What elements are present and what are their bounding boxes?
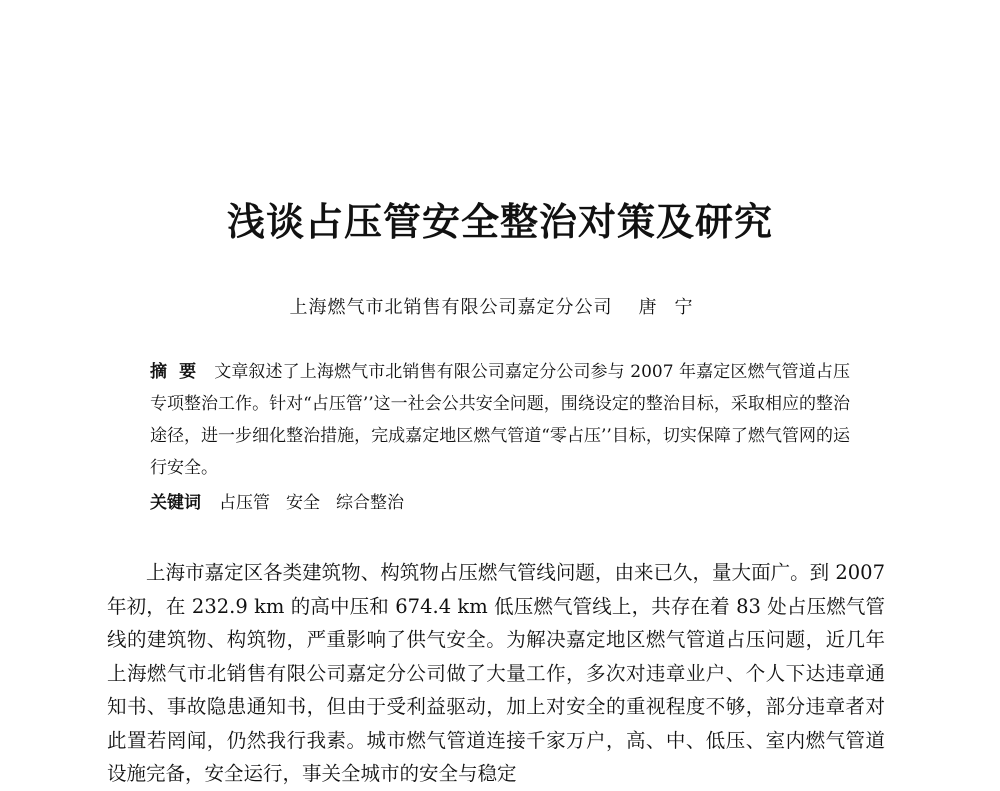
paper-title: 浅谈占压管安全整治对策及研究 [226,199,773,244]
body-paragraph: 上海市嘉定区各类建筑物、构筑物占压燃气管线问题，由来已久，量大面广。到 2007 年初，在 232.9 km 的高中压和 674.4 km 低压燃气管线上，共存在着 83 处占压燃气管线的建筑物、构筑物，严重影响了供气安全。为解决嘉定地区燃气管道占压问题，近几年上海燃气市北销售有限公司嘉定分公司做了大量工作，多次对违章业户、个人下达违章通知书、事故隐患通知书，但由于受利益驱动，加上对安全的重视程度不够，部分违章者对此置若罔闻，仍然我行我素。城市燃气管道连接千家万户，高、中、低压、室内燃气管道设施完备，安全运行，事关全城市的安全与稳定 [107,561,885,785]
keyword: 安全 [286,493,320,513]
author-name: 唐宁 [638,297,711,318]
keyword: 占压管 [219,493,270,513]
keywords [150,487,420,519]
keywords-label: 关键词 [150,493,201,513]
abstract [150,356,850,484]
affiliation: 上海燃气市北销售有限公司嘉定分公司 [289,297,613,318]
author-line [0,293,1000,323]
abstract-text: 文章叙述了上海燃气市北销售有限公司嘉定分公司参与 2007 年嘉定区燃气管道占压专项整治工作。针对“占压管’’这一社会公共安全问题，围绕设定的整治目标，采取相应的整治途径，进一步细化整治措施，完成嘉定地区燃气管道“零占压’’目标，切实保障了燃气管网的运行安全。 [150,362,850,478]
keyword: 综合整治 [336,493,404,513]
abstract-label: 摘要 [150,362,209,382]
